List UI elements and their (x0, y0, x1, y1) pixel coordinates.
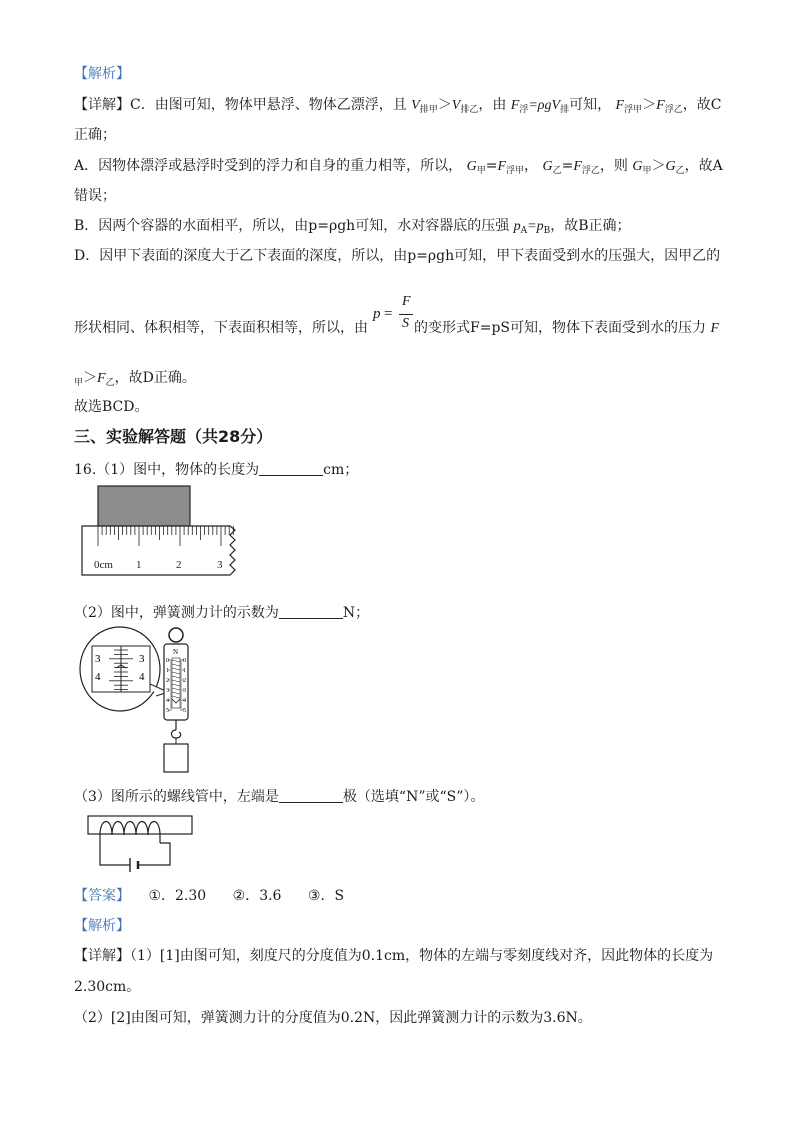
fraction-denominator: S (402, 316, 409, 331)
hook (172, 730, 181, 738)
spring-scale-figure (78, 624, 218, 784)
eq: = (485, 158, 498, 174)
q16-3 (74, 787, 484, 807)
choose-line: 故选BCD。 (74, 399, 149, 415)
var-f: F (656, 98, 665, 113)
scale-ring (169, 628, 183, 642)
text: cm； (323, 462, 359, 478)
var-f: F (97, 371, 106, 386)
eq: = (561, 158, 574, 174)
circuit-wire (100, 843, 170, 865)
detail-1b: 2.30cm。 (74, 979, 141, 995)
line-d2 (74, 318, 719, 339)
zoom-label: 4 (95, 671, 101, 683)
sub: 甲 (476, 166, 486, 176)
var-f: F (497, 159, 506, 174)
detail-1 (74, 946, 713, 966)
gt: ＞ (651, 158, 666, 174)
answer-3: ③．S (307, 888, 345, 904)
var-v: V (451, 98, 461, 113)
var-g: G (632, 159, 643, 174)
ruler-label: 2 (176, 559, 182, 571)
var-v: V (411, 98, 420, 113)
sub: 浮 (519, 105, 529, 115)
sub: 甲 (74, 378, 84, 388)
fraction-bar (399, 314, 413, 315)
sub: 排甲 (419, 105, 438, 115)
detail-tag: 【详解】 (74, 97, 130, 113)
text: ，故C (682, 97, 722, 113)
text: ，故B正确； (550, 218, 631, 234)
ruler-label: 3 (217, 559, 223, 571)
q16-2 (74, 603, 369, 623)
sub: 浮乙 (664, 105, 683, 115)
text: ，故D正确。 (114, 370, 196, 386)
scale-number: 0 (166, 658, 169, 664)
line-d3 (74, 368, 196, 393)
fraction-numerator: F (402, 294, 411, 309)
text: 可知， (569, 97, 612, 113)
scale-number: 5 (166, 708, 169, 714)
gt: ＞ (437, 97, 452, 113)
scale-unit: N (173, 648, 179, 656)
measured-block (98, 486, 190, 526)
text: B．因两个容器的水面相平，所以，由p=ρgh可知，水对容器底的压强 (74, 218, 510, 234)
gt: ＞ (642, 97, 657, 113)
sub: A (520, 226, 528, 236)
detail-2: （2）[2]由图可知，弹簧测力计的分度值为0.2N，因此弹簧测力计的示数为3.6N。 (74, 1010, 592, 1026)
answer-2: ②．3.6 (232, 888, 282, 904)
sub: 排乙 (460, 105, 479, 115)
var-p: p (513, 219, 521, 234)
zoom-label: 3 (95, 653, 101, 665)
answer-tag: 【答案】 (74, 888, 130, 904)
sub: B (543, 226, 551, 236)
scale-number: 4 (183, 698, 186, 704)
answer-line (74, 886, 344, 906)
text: ，由 (478, 97, 507, 113)
text: N； (342, 605, 370, 621)
formula: =ρgV (528, 98, 561, 113)
gt: ＞ (83, 370, 98, 386)
scale-number: 1 (183, 668, 186, 674)
ruler-label: 0cm (94, 559, 113, 571)
scale-number: 1 (166, 668, 169, 674)
answer-1: ①．2.30 (148, 888, 207, 904)
text: 极（选填“N”或“S”）。 (342, 789, 485, 805)
text: A．因物体漂浮或悬浮时受到的浮力和自身的重力相等，所以， (74, 158, 463, 174)
answer-blank (279, 604, 343, 619)
text: 16.（1）图中，物体的长度为 (74, 462, 260, 478)
text: （2）图中，弹簧测力计的示数为 (74, 605, 279, 621)
var-g: G (466, 159, 477, 174)
scale-number: 5 (183, 708, 186, 714)
sub: 乙 (105, 378, 115, 388)
q16-1 (74, 460, 358, 480)
sub: 排 (560, 105, 570, 115)
detail-tag: 【详解】 (74, 948, 130, 964)
sub: 乙 (675, 166, 685, 176)
line-a (74, 156, 723, 181)
scale-number: 4 (166, 698, 169, 704)
var-f: F (615, 98, 625, 113)
line-d: D．因甲下表面的深度大于乙下表面的深度，所以，由p=ρgh可知，甲下表面受到水的压强大，因甲乙的 (74, 248, 721, 264)
var-f: F (510, 98, 520, 113)
answer-blank (279, 788, 343, 803)
scale-number: 2 (166, 678, 169, 684)
var-f: F (573, 159, 582, 174)
text: （3）图所示的螺线管中，左端是 (74, 789, 279, 805)
solenoid-core (88, 816, 192, 834)
sub: 甲 (642, 166, 652, 176)
analysis-tag: 【解析】 (74, 66, 130, 82)
text-line: 错误； (74, 188, 116, 204)
text: 形状相同、体积相等，下表面积相等，所以，由 (74, 320, 368, 336)
sub: 浮甲 (624, 105, 643, 115)
scale-number: 0 (183, 658, 186, 664)
section-heading: 三、实验解答题（共28分） (74, 427, 273, 446)
zoom-label: 3 (139, 653, 145, 665)
sub: 浮甲 (506, 166, 525, 176)
text: 的变形式F=pS可知，物体下表面受到水的压力 (414, 320, 706, 336)
solenoid-figure (86, 813, 196, 873)
ruler-figure (80, 485, 250, 580)
answer-blank (259, 461, 323, 476)
scale-number: 2 (183, 678, 186, 684)
fraction-p: p (373, 306, 381, 322)
scale-number: 3 (166, 688, 169, 694)
line-b (74, 216, 631, 241)
detail-line-c (74, 95, 721, 120)
ruler-label: 1 (136, 559, 142, 571)
zoom-label: 4 (139, 671, 145, 683)
text: C．由图可知，物体甲悬浮、物体乙漂浮，且 (130, 97, 407, 113)
text: ，故A (684, 158, 723, 174)
hanging-weight (164, 744, 188, 772)
var-g: G (542, 159, 553, 174)
var-g: G (665, 159, 676, 174)
comma: ， (524, 158, 539, 174)
formula: =p (527, 219, 544, 234)
sub: 乙 (552, 166, 562, 176)
scale-number: 3 (183, 688, 186, 694)
analysis-tag: 【解析】 (74, 918, 130, 934)
text: ，则 (599, 158, 628, 174)
fraction-eq: = (384, 306, 393, 322)
text-line: 正确； (74, 127, 116, 143)
text: （1）[1]由图可知，刻度尺的分度值为0.1cm，物体的左端与零刻度线对齐，因此物体的长度为 (130, 948, 714, 964)
sub: 浮乙 (581, 166, 600, 176)
var-f: F (710, 321, 720, 336)
